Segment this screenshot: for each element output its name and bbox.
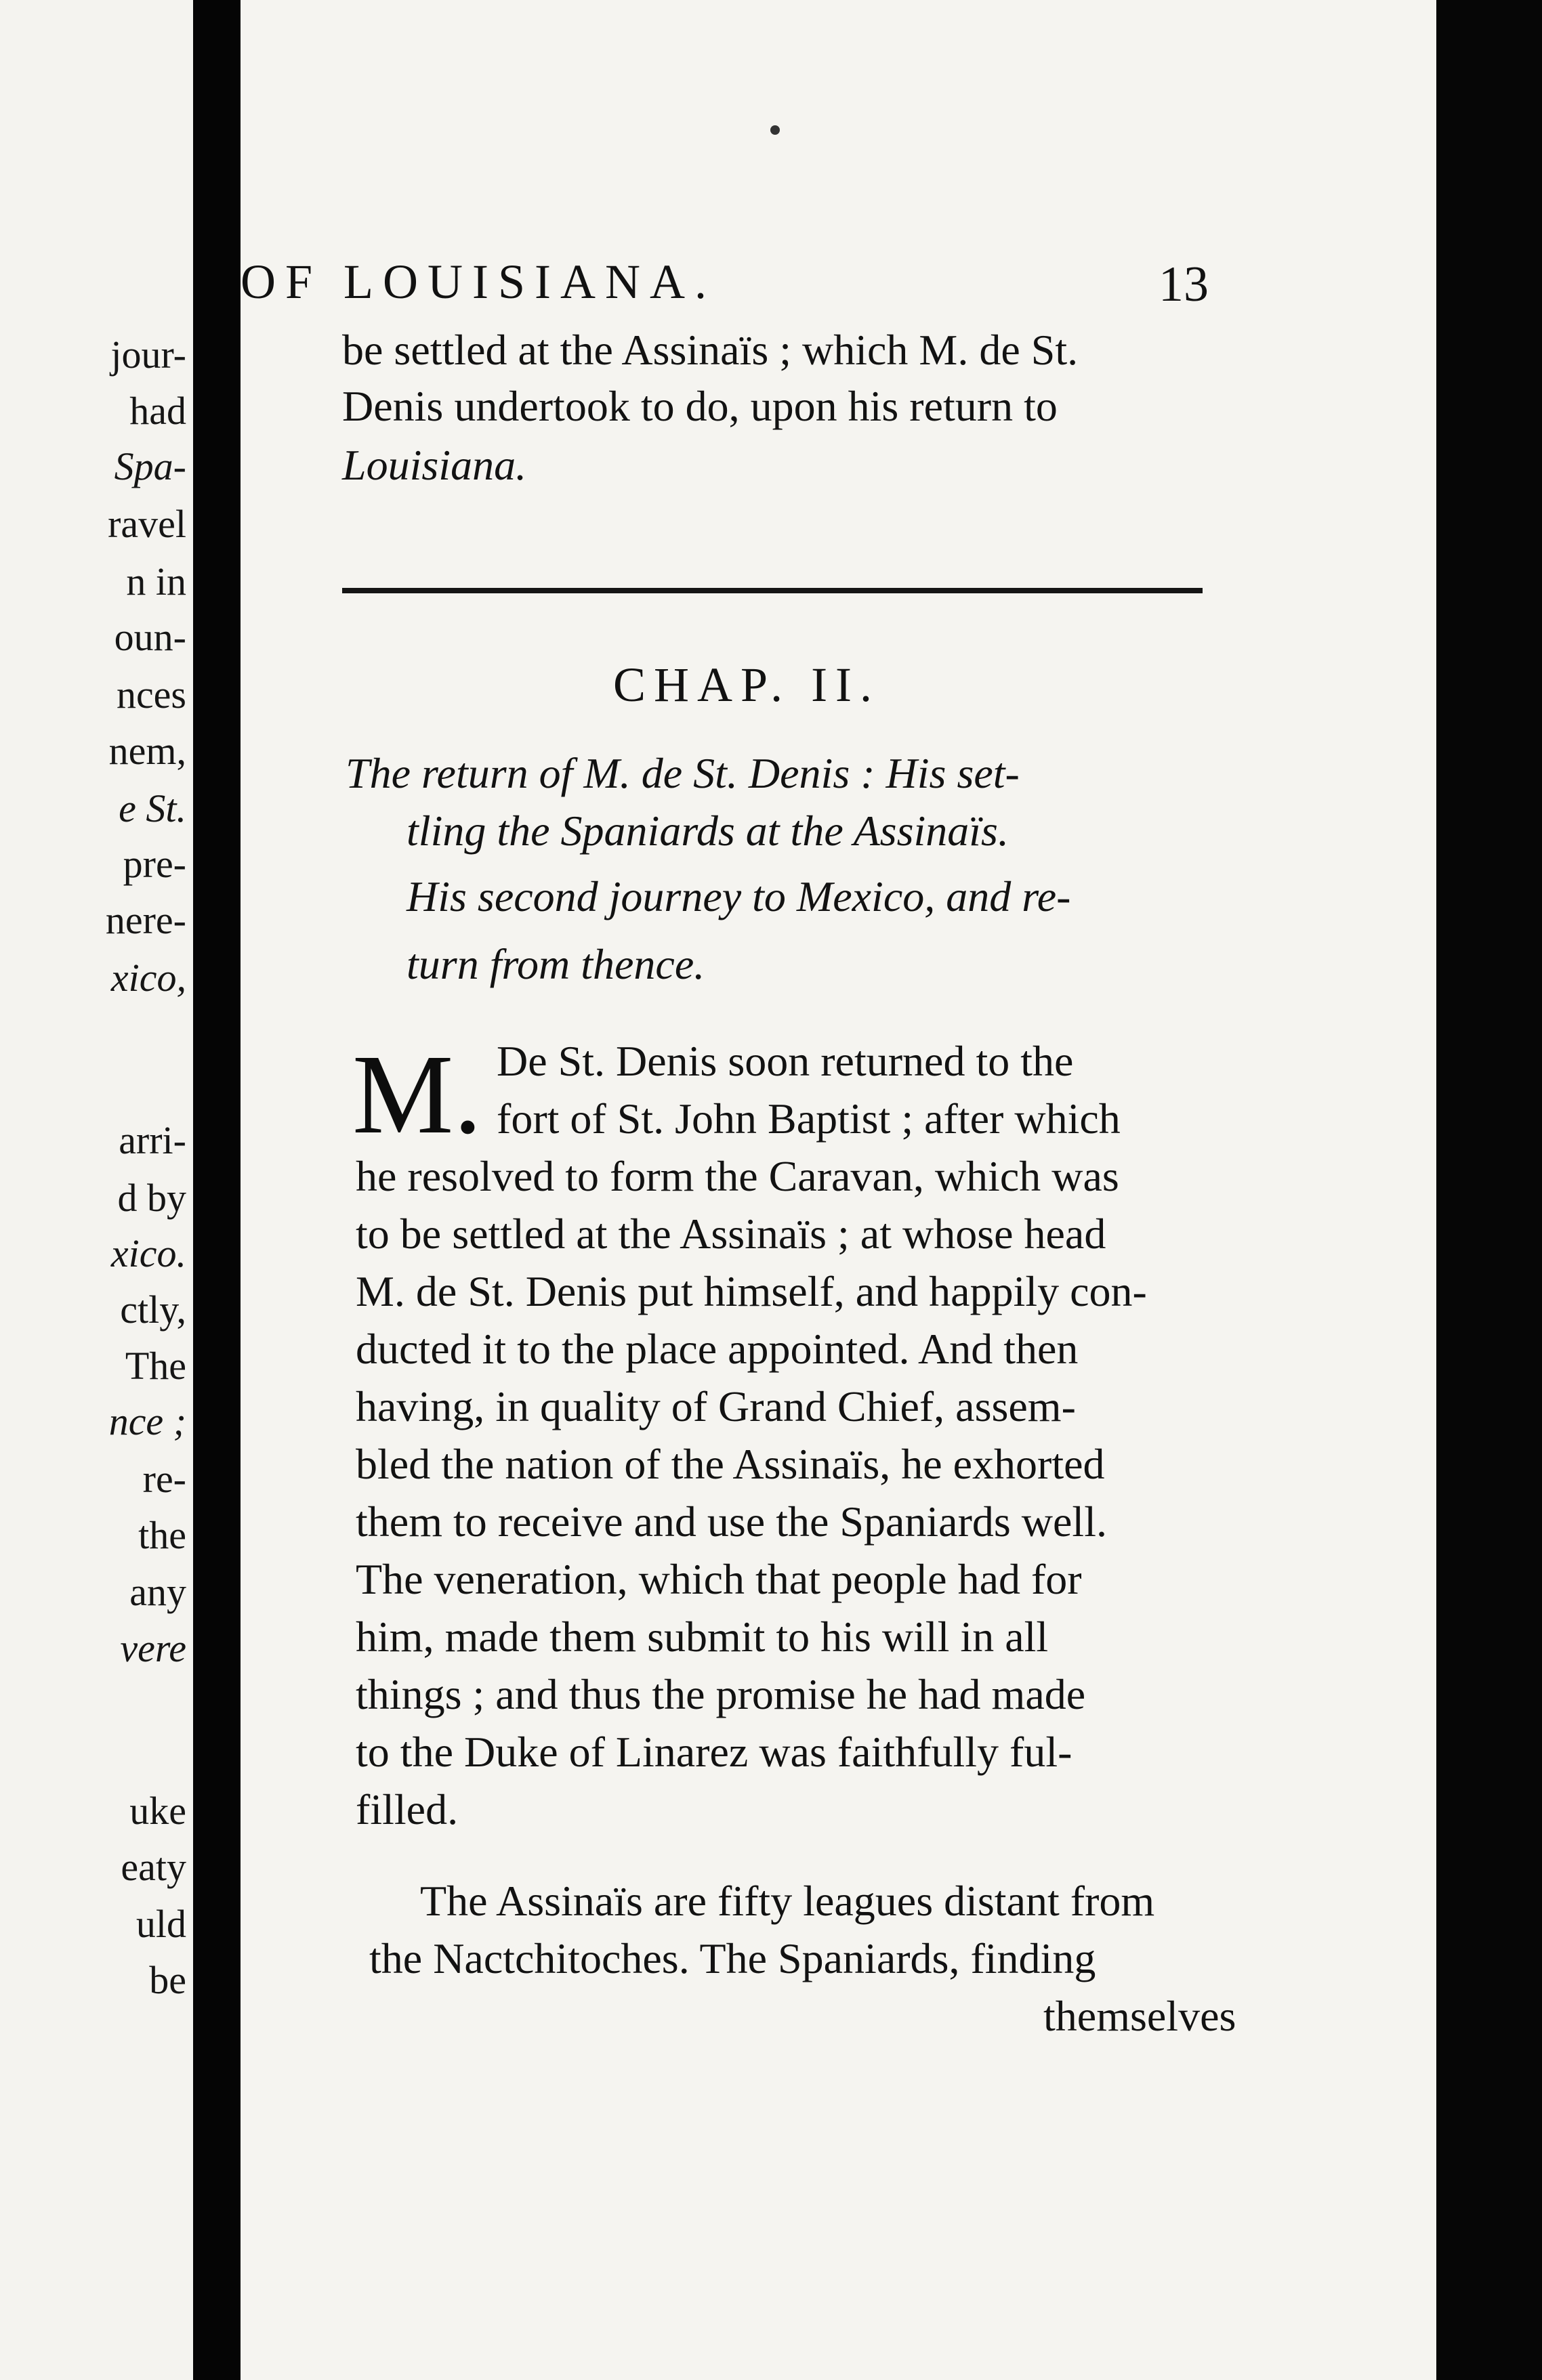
verso-line: any bbox=[129, 1570, 186, 1614]
paragraph-line: to the Duke of Linarez was faithfully ful- bbox=[356, 1728, 1072, 1776]
verso-line: jour- bbox=[110, 333, 186, 377]
verso-line: ravel bbox=[108, 502, 186, 546]
chapter-summary-line: turn from thence. bbox=[407, 940, 705, 988]
chapter-summary-line: His second journey to Mexico, and re- bbox=[407, 872, 1071, 920]
verso-line: d by bbox=[117, 1176, 186, 1220]
verso-line: uld bbox=[136, 1902, 186, 1946]
book-gutter bbox=[193, 0, 241, 2380]
verso-line: the bbox=[138, 1513, 186, 1557]
running-head: OF LOUISIANA. bbox=[241, 255, 716, 309]
verso-line: had bbox=[129, 389, 186, 433]
paragraph-line: bled the nation of the Assinaïs, he exhorted bbox=[356, 1440, 1105, 1488]
verso-page-fragment bbox=[0, 0, 193, 2380]
paragraph-line: ducted it to the place appointed. And then bbox=[356, 1325, 1079, 1373]
verso-line: ctly, bbox=[120, 1288, 186, 1332]
verso-line: vere bbox=[120, 1626, 186, 1670]
paragraph-line: The Assinaïs are fifty leagues distant from bbox=[420, 1877, 1155, 1925]
verso-line: nce ; bbox=[108, 1399, 186, 1443]
text-line: Louisiana. bbox=[342, 441, 527, 489]
verso-line: The bbox=[125, 1344, 186, 1388]
paragraph-line: having, in quality of Grand Chief, assem- bbox=[356, 1382, 1076, 1430]
paragraph-line: him, made them submit to his will in all bbox=[356, 1613, 1049, 1661]
verso-line: xico. bbox=[110, 1231, 186, 1275]
paragraph-line: to be settled at the Assinaïs ; at whose head bbox=[356, 1210, 1106, 1258]
verso-line: re- bbox=[142, 1457, 186, 1501]
paragraph-line: The veneration, which that people had for bbox=[356, 1555, 1082, 1603]
ink-speck bbox=[770, 125, 780, 135]
paragraph-line: the Nactchitoches. The Spaniards, finding bbox=[369, 1934, 1096, 1982]
paragraph-line: De St. Denis soon returned to the bbox=[497, 1037, 1074, 1085]
verso-line: be bbox=[149, 1958, 186, 2002]
verso-line: e St. bbox=[119, 786, 186, 830]
verso-line: nere- bbox=[105, 898, 186, 942]
text-line: be settled at the Assinaïs ; which M. de St. bbox=[342, 326, 1079, 374]
verso-line: nem, bbox=[108, 729, 186, 773]
paragraph-line: them to receive and use the Spaniards well. bbox=[356, 1497, 1107, 1546]
verso-line: xico, bbox=[110, 956, 186, 1000]
verso-line: eaty bbox=[121, 1845, 186, 1889]
paragraph-line: things ; and thus the promise he had made bbox=[356, 1670, 1086, 1718]
verso-line: pre- bbox=[123, 842, 186, 886]
verso-line: uke bbox=[129, 1789, 186, 1833]
verso-line: nces bbox=[116, 673, 186, 717]
chapter-summary-line: The return of M. de St. Denis : His set- bbox=[346, 749, 1020, 797]
paragraph-line: filled. bbox=[356, 1785, 459, 1833]
section-rule bbox=[342, 588, 1203, 593]
paragraph-line: he resolved to form the Caravan, which was bbox=[356, 1152, 1119, 1200]
verso-line: Spa- bbox=[114, 444, 186, 488]
page-number: 13 bbox=[1159, 257, 1209, 312]
catchword: themselves bbox=[1043, 1992, 1236, 2040]
page-edge-shadow bbox=[1436, 0, 1542, 2380]
chapter-summary-line: tling the Spaniards at the Assinaïs. bbox=[407, 807, 1009, 855]
chapter-heading: CHAP. II. bbox=[613, 658, 881, 712]
verso-line: oun- bbox=[114, 615, 186, 659]
verso-line: n in bbox=[126, 559, 186, 603]
drop-cap: M. bbox=[352, 1032, 482, 1157]
paragraph-line: M. de St. Denis put himself, and happily con- bbox=[356, 1267, 1147, 1315]
text-line: Denis undertook to do, upon his return to bbox=[342, 382, 1058, 430]
paragraph-line: fort of St. John Baptist ; after which bbox=[497, 1095, 1121, 1143]
verso-line: arri- bbox=[119, 1118, 186, 1162]
